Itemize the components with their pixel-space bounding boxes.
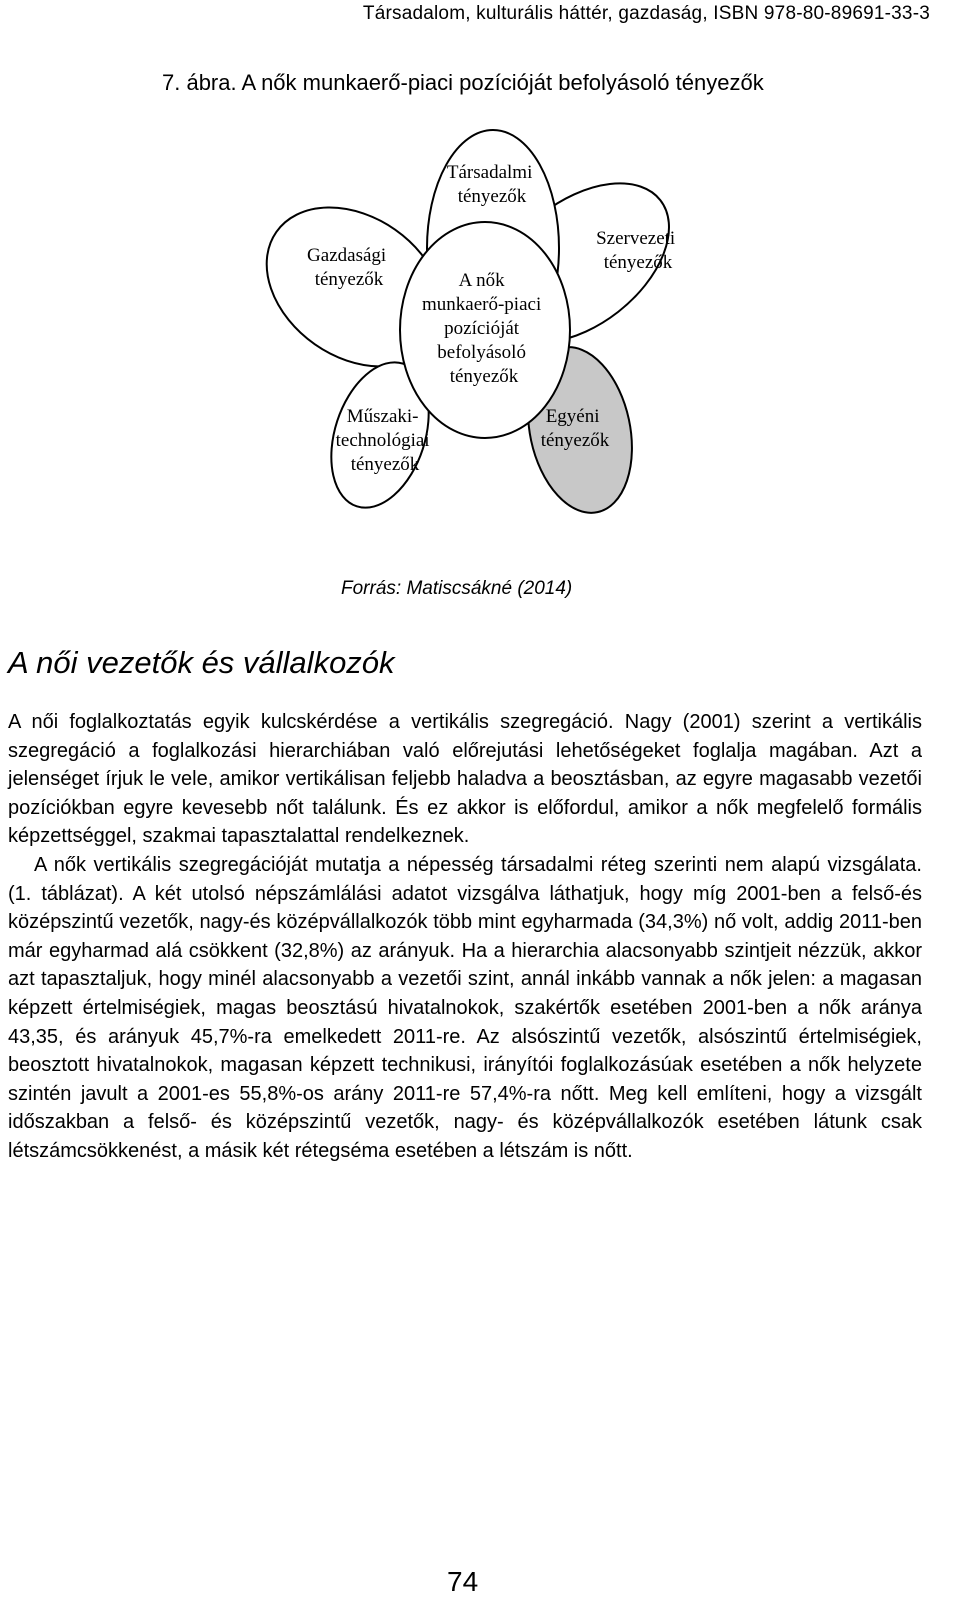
running-header: Társadalom, kulturális háttér, gazdaság, ISBN 978-80-89691-33-3 xyxy=(362,3,930,24)
petal-label-tarsadalmi-1: Társadalmi xyxy=(446,162,533,183)
center-label-1: A nők xyxy=(458,270,505,291)
petal-label-muszaki-2: technológiai xyxy=(335,430,430,451)
petal-label-egyeni-2: tényezők xyxy=(540,430,610,451)
petal-label-muszaki-1: Műszaki- xyxy=(346,406,419,427)
petal-label-szervezeti-2: tényezők xyxy=(603,252,673,273)
petal-label-szervezeti-1: Szervezeti xyxy=(596,228,676,249)
svg-text:Műszaki- technológiai xyxy=(336,406,435,475)
figure-source: Forrás: Matiscsákné (2014) xyxy=(341,578,573,599)
petal-label-gazdasagi-1: Gazdasági xyxy=(307,245,387,266)
center-label-2: munkaerő-piaci xyxy=(422,294,542,315)
paragraph-1: A női foglalkoztatás egyik kulcskérdése a vertikális szegregáció. Nagy (2001) szerint a vertikális szegregáció a foglalkozási hierarchiában való előrejutási lehetőségeket foglalja magában. Azt a jelenséget írjuk le vele, amikor vertikálisan feljebb haladva a beosztásban, az egyre magasabb vezetői pozíciókban egyre kevesebb nőt találunk. És ez akkor is előfordul, amikor a nők megfelelő formális képzettséggel, szakmai tapasztalattal rendelkeznek. xyxy=(8,711,922,848)
center-label-5: tényezők xyxy=(449,366,519,387)
figure-caption: 7. ábra. A nők munkaerő-piaci pozícióját befolyásoló tényezők xyxy=(162,70,764,95)
center-label-4: befolyásoló xyxy=(437,342,526,363)
petal-label-muszaki-3: tényezők xyxy=(350,454,420,475)
section-title: A női vezetők és vállalkozók xyxy=(8,645,395,680)
petal-label-gazdasagi-2: tényezők xyxy=(314,269,384,290)
paragraph-2: A nők vertikális szegregációját mutatja a népesség társadalmi réteg szerinti nem alapú vizsgálata.(1. táblázat). A két utolsó népszámlálási adatot vizsgálva láthatjuk, hogy míg 2001-ben a felső-és középszintű vezetők, nagy-és középvállalkozók több mint egyharmada (34,3%) nő volt, addig 2011-ben már egyharmad alá csökkent (32,8%) az arányuk. Ha a hierarchia alacsonyabb szintjeit nézzük, akkor azt tapasztaljuk, hogy minél alacsonyabb a vezetői szint, annál inkább vannak a nők jelen: a magasan képzett értelmiségiek, magas beosztású hivatalnokok, szakértők esetében 2001-ben a nők aránya 43,35, és arányuk 45,7%-ra emelkedett 2011-re. Az alsószintű vezetők, alsószintű értelmiségiek, beosztott hivatalnokok, magasan képzett technikusi, irányítói foglalkozásúak esetében a nők helyzete szintén javult a 2001-es 55,8%-os arány 2011-re 57,4%-ra nőtt. Meg kell említeni, hogy a vizsgált időszakban a felső- és középszintű vezetők, nagy- és középvállalkozók esetében látunk csak létszámcsökkenést, a másik két rétegséma esetében a létszám is nőtt. xyxy=(8,853,922,1162)
body-text xyxy=(8,708,922,1166)
flower-diagram xyxy=(260,130,676,520)
center-label-3: pozícióját xyxy=(444,318,520,339)
petal-label-egyeni-1: Egyéni xyxy=(545,406,600,427)
petal-label-tarsadalmi-2: tényezők xyxy=(457,186,527,207)
page-number: 74 xyxy=(447,1566,479,1597)
